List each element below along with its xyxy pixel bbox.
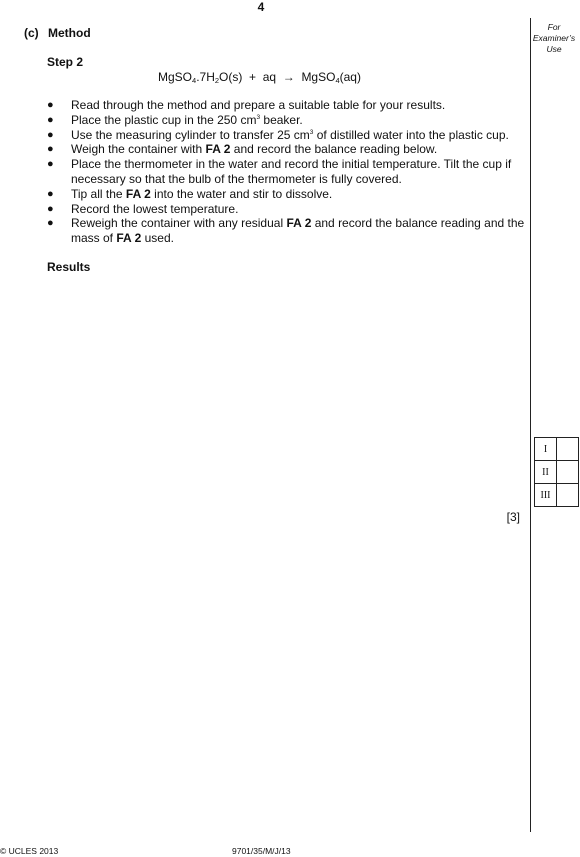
equation-state: O(s) (219, 70, 243, 84)
method-step-text: into the water and stir to dissolve. (150, 186, 333, 201)
mark-box-row (535, 438, 579, 461)
method-step-text: Weigh the container with (71, 142, 206, 157)
equation-hydrate: .7H (196, 70, 215, 84)
section-part-label: (c) (24, 26, 39, 40)
method-step-text: and record the balance reading below. (230, 142, 438, 157)
method-step-text: Tip all the (71, 186, 126, 201)
examiner-use-line-3: Use (546, 44, 562, 54)
method-step-text: Record the lowest temperature. (71, 201, 239, 216)
method-step (47, 202, 525, 217)
method-step-text: of distilled water into the plastic cup. (313, 127, 509, 142)
method-step-text: Place the thermometer in the water and record the initial temperature. Tilt the cup if necessary so that the bulb of the thermometer is fully covered. (71, 157, 512, 186)
mark-box-label: III (535, 484, 557, 507)
examiner-margin-line (530, 18, 531, 832)
mark-box-row (535, 484, 579, 507)
section-heading (24, 26, 91, 40)
reagent-label: FA 2 (286, 216, 312, 231)
mark-box-cell (557, 461, 579, 484)
method-step-text: Use the measuring cylinder to transfer 25 cm (71, 127, 310, 142)
method-step (47, 113, 525, 128)
reagent-label: FA 2 (116, 231, 142, 246)
footer-paper-code: 9701/35/M/J/13 (232, 846, 291, 856)
reagent-label: FA 2 (205, 142, 231, 157)
method-step-text: and record the balance reading and the mass of (71, 216, 525, 246)
method-step-text: beaker. (260, 112, 303, 127)
bullet-icon: ● (47, 99, 54, 111)
results-heading: Results (47, 260, 91, 274)
method-step (47, 216, 525, 246)
method-step (47, 128, 525, 143)
section-title: Method (48, 26, 91, 40)
bullet-icon: ● (47, 113, 54, 126)
method-step-text: Place the plastic cup in the 250 cm (71, 112, 257, 127)
reagent-label: FA 2 (125, 186, 151, 201)
examiner-use-line-1: For (547, 22, 561, 32)
bullet-icon: ● (47, 202, 54, 215)
equation-arrow: → (282, 70, 295, 84)
bullet-icon: ● (47, 128, 54, 141)
examiner-use-label (532, 22, 576, 55)
marks-allocation: [3] (506, 510, 520, 524)
method-step (47, 187, 525, 202)
footer-copyright: © UCLES 2013 (0, 846, 59, 856)
method-step-text: Read through the method and prepare a suitable table for your results. (71, 98, 446, 112)
method-step-text: used. (141, 231, 174, 246)
method-step (47, 157, 525, 187)
reaction-equation (158, 70, 361, 84)
mark-box-cell (557, 438, 579, 461)
bullet-icon: ● (47, 143, 54, 156)
method-step (47, 142, 525, 157)
examiner-mark-box (534, 437, 579, 507)
examiner-use-line-2: Examiner’s (532, 33, 576, 43)
equation-subscript: 4 (192, 76, 197, 85)
equation-plus: + (249, 70, 257, 84)
equation-subscript: 2 (214, 76, 220, 85)
equation-lhs-formula: MgSO (158, 70, 193, 84)
equation-subscript: 4 (335, 76, 340, 85)
mark-box-label: I (535, 438, 557, 461)
mark-box-row (535, 461, 579, 484)
equation-rhs-state: (aq) (339, 70, 361, 84)
superscript: 3 (256, 113, 261, 121)
mark-box-cell (557, 484, 579, 507)
mark-box-label: II (535, 461, 557, 484)
step-heading: Step 2 (47, 55, 84, 69)
superscript: 3 (309, 128, 314, 136)
equation-rhs-formula: MgSO (301, 70, 336, 84)
bullet-icon: ● (47, 158, 54, 171)
method-step (47, 98, 525, 113)
bullet-icon: ● (47, 187, 54, 200)
page-number: 4 (257, 0, 265, 14)
method-steps-list (47, 98, 525, 246)
method-step-text: Reweigh the container with any residual (71, 216, 287, 231)
equation-aq: aq (262, 70, 277, 84)
bullet-icon: ● (47, 217, 54, 230)
